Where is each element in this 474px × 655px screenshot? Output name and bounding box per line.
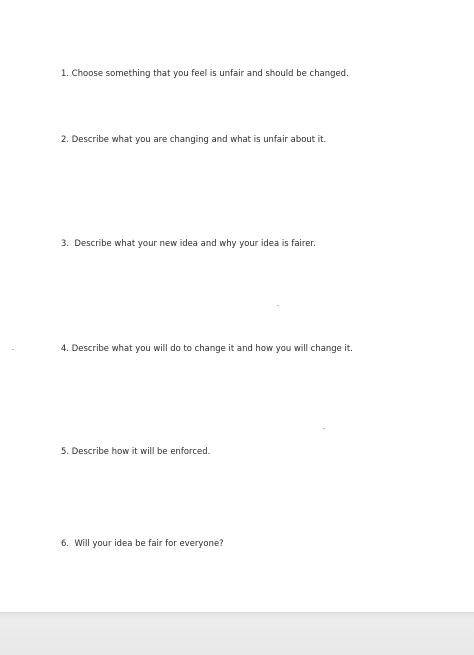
scan-speck <box>323 428 325 429</box>
question-4: 4. Describe what you will do to change it and how you will change it. <box>61 343 353 353</box>
question-5: 5. Describe how it will be enforced. <box>61 446 211 456</box>
scanner-bed-edge <box>0 612 474 655</box>
question-3: 3. Describe what your new idea and why your idea is fairer. <box>61 238 316 248</box>
question-1: 1. Choose something that you feel is unfair and should be changed. <box>61 68 349 78</box>
question-2: 2. Describe what you are changing and what is unfair about it. <box>61 134 327 144</box>
scan-speck <box>277 305 279 306</box>
question-6: 6. Will your idea be fair for everyone? <box>61 538 224 548</box>
scan-speck <box>12 349 14 350</box>
